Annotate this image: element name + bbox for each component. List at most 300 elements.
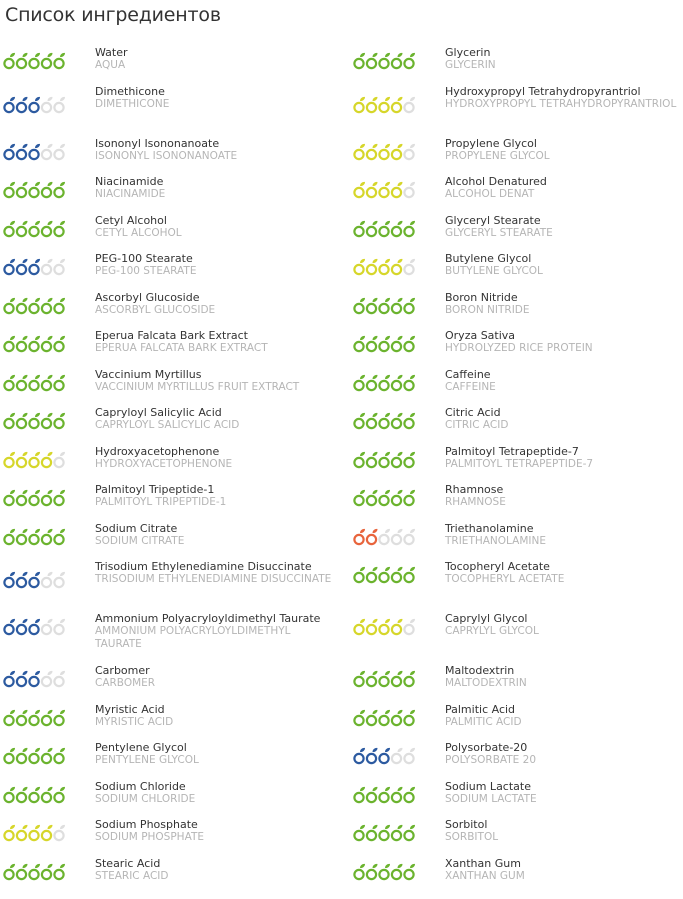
rating-drop-filled	[4, 619, 15, 634]
safety-rating-icon	[3, 670, 65, 688]
ingredient-name: Eperua Falcata Bark Extract	[95, 329, 248, 342]
ingredient-inci-name: SODIUM CHLORIDE	[95, 793, 196, 805]
rating-drop-filled	[29, 221, 40, 236]
rating-drop-filled	[354, 825, 365, 840]
rating-drop-filled	[367, 375, 378, 390]
safety-rating-icon	[353, 618, 415, 636]
rating-drop-filled	[354, 221, 365, 236]
rating-drop-filled	[4, 825, 15, 840]
rating-drop-filled	[4, 572, 15, 587]
rating-drop-filled	[54, 182, 65, 197]
rating-drop-filled	[42, 529, 53, 544]
rating-drop-filled	[42, 413, 53, 428]
rating-drop-empty	[379, 529, 390, 544]
rating-drop-filled	[379, 259, 390, 274]
ingredient-inci-name: SODIUM LACTATE	[445, 793, 537, 805]
rating-drop-filled	[404, 864, 415, 879]
rating-drop-filled	[392, 298, 403, 313]
rating-drop-filled	[17, 182, 28, 197]
rating-drop-empty	[42, 259, 53, 274]
rating-drop-filled	[404, 452, 415, 467]
rating-drop-empty	[392, 748, 403, 763]
rating-drop-filled	[392, 182, 403, 197]
rating-drop-filled	[42, 748, 53, 763]
rating-drop-filled	[29, 452, 40, 467]
rating-drop-filled	[17, 619, 28, 634]
ingredient-inci-name: TRIETHANOLAMINE	[445, 535, 546, 547]
safety-rating-icon	[353, 297, 415, 315]
rating-drop-filled	[392, 413, 403, 428]
rating-drop-filled	[367, 864, 378, 879]
ingredient-inci-name: MALTODEXTRIN	[445, 677, 527, 689]
ingredient-name: Caprylyl Glycol	[445, 612, 528, 625]
rating-drop-filled	[42, 53, 53, 68]
rating-drop-filled	[392, 671, 403, 686]
rating-drop-filled	[367, 182, 378, 197]
ingredient-name: Glyceryl Stearate	[445, 214, 541, 227]
rating-drop-filled	[54, 787, 65, 802]
ingredient-name: Boron Nitride	[445, 291, 518, 304]
rating-drop-filled	[379, 671, 390, 686]
rating-drop-filled	[54, 748, 65, 763]
ingredient-inci-name: PALMITOYL TRIPEPTIDE-1	[95, 496, 227, 508]
safety-rating-icon	[3, 374, 65, 392]
rating-drop-filled	[404, 375, 415, 390]
ingredient-name: Trisodium Ethylenediamine Disuccinate	[95, 560, 312, 573]
ingredient-inci-name: PENTYLENE GLYCOL	[95, 754, 199, 766]
rating-drop-filled	[17, 452, 28, 467]
rating-drop-filled	[392, 452, 403, 467]
safety-rating-icon	[353, 786, 415, 804]
safety-rating-icon	[3, 52, 65, 70]
ingredient-inci-name: CAFFEINE	[445, 381, 496, 393]
rating-drop-filled	[17, 144, 28, 159]
rating-drop-filled	[29, 53, 40, 68]
rating-drop-filled	[379, 825, 390, 840]
rating-drop-filled	[379, 298, 390, 313]
rating-drop-filled	[367, 53, 378, 68]
ingredient-inci-name: AQUA	[95, 59, 126, 71]
rating-drop-filled	[29, 748, 40, 763]
rating-drop-filled	[54, 529, 65, 544]
rating-drop-filled	[54, 298, 65, 313]
safety-rating-icon	[3, 96, 65, 114]
rating-drop-filled	[4, 259, 15, 274]
ingredient-inci-name: EPERUA FALCATA BARK EXTRACT	[95, 342, 268, 354]
rating-drop-filled	[17, 53, 28, 68]
rating-drop-filled	[17, 710, 28, 725]
ingredient-inci-name: BORON NITRIDE	[445, 304, 530, 316]
rating-drop-filled	[4, 97, 15, 112]
ingredient-name: Caffeine	[445, 368, 491, 381]
rating-drop-filled	[42, 182, 53, 197]
rating-drop-filled	[4, 864, 15, 879]
rating-drop-filled	[392, 825, 403, 840]
rating-drop-filled	[404, 298, 415, 313]
rating-drop-filled	[4, 710, 15, 725]
ingredient-name: Water	[95, 46, 128, 59]
safety-rating-icon	[353, 412, 415, 430]
safety-rating-icon	[353, 258, 415, 276]
rating-drop-filled	[17, 572, 28, 587]
ingredient-name: PEG-100 Stearate	[95, 252, 193, 265]
rating-drop-empty	[54, 97, 65, 112]
page-title: Список ингредиентов	[5, 4, 221, 26]
rating-drop-filled	[379, 748, 390, 763]
ingredient-inci-name: CAPRYLOYL SALICYLIC ACID	[95, 419, 240, 431]
rating-drop-filled	[4, 671, 15, 686]
rating-drop-filled	[379, 221, 390, 236]
rating-drop-filled	[367, 97, 378, 112]
rating-drop-filled	[379, 182, 390, 197]
rating-drop-filled	[29, 825, 40, 840]
safety-rating-icon	[353, 143, 415, 161]
rating-drop-filled	[367, 259, 378, 274]
ingredient-inci-name: SORBITOL	[445, 831, 499, 843]
rating-drop-filled	[29, 619, 40, 634]
ingredient-inci-name: DIMETHICONE	[95, 98, 170, 110]
ingredient-name: Sorbitol	[445, 818, 488, 831]
ingredient-inci-name: HYDROXYACETOPHENONE	[95, 458, 233, 470]
rating-drop-filled	[4, 182, 15, 197]
rating-drop-filled	[29, 298, 40, 313]
ingredient-name: Glycerin	[445, 46, 491, 59]
ingredient-name: Butylene Glycol	[445, 252, 532, 265]
ingredient-name: Carbomer	[95, 664, 150, 677]
rating-drop-filled	[17, 336, 28, 351]
ingredient-name: Hydroxyacetophenone	[95, 445, 220, 458]
rating-drop-empty	[54, 572, 65, 587]
rating-drop-empty	[42, 144, 53, 159]
rating-drop-filled	[42, 825, 53, 840]
rating-drop-empty	[42, 619, 53, 634]
ingredient-name: Pentylene Glycol	[95, 741, 187, 754]
rating-drop-filled	[54, 864, 65, 879]
rating-drop-filled	[367, 452, 378, 467]
rating-drop-filled	[367, 748, 378, 763]
rating-drop-filled	[354, 748, 365, 763]
ingredient-name: Sodium Lactate	[445, 780, 531, 793]
ingredient-name: Vaccinium Myrtillus	[95, 368, 202, 381]
ingredient-inci-name: POLYSORBATE 20	[445, 754, 537, 766]
rating-drop-empty	[54, 671, 65, 686]
rating-drop-filled	[404, 490, 415, 505]
ingredient-name: Ammonium Polyacryloyldimethyl Taurate	[95, 612, 321, 625]
rating-drop-empty	[392, 529, 403, 544]
rating-drop-filled	[354, 259, 365, 274]
ingredient-name: Citric Acid	[445, 406, 501, 419]
ingredient-name: Oryza Sativa	[445, 329, 516, 342]
rating-drop-filled	[404, 221, 415, 236]
rating-drop-filled	[42, 336, 53, 351]
rating-drop-filled	[354, 144, 365, 159]
rating-drop-filled	[17, 490, 28, 505]
ingredient-name: Niacinamide	[95, 175, 164, 188]
rating-drop-filled	[392, 619, 403, 634]
ingredient-name: Dimethicone	[95, 85, 165, 98]
rating-drop-filled	[4, 787, 15, 802]
ingredient-inci-name: CITRIC ACID	[445, 419, 509, 431]
ingredient-inci-name: HYDROXYPROPYL TETRAHYDROPYRANTRIOL	[445, 98, 677, 110]
safety-rating-icon	[3, 709, 65, 727]
rating-drop-filled	[354, 490, 365, 505]
rating-drop-filled	[17, 748, 28, 763]
safety-rating-icon	[353, 566, 415, 584]
rating-drop-filled	[367, 413, 378, 428]
rating-drop-filled	[354, 864, 365, 879]
ingredient-name: Xanthan Gum	[445, 857, 521, 870]
rating-drop-empty	[404, 619, 415, 634]
ingredient-name: Alcohol Denatured	[445, 175, 547, 188]
rating-drop-filled	[29, 259, 40, 274]
rating-drop-filled	[379, 619, 390, 634]
rating-drop-filled	[392, 787, 403, 802]
ingredient-inci-name: STEARIC ACID	[95, 870, 169, 882]
safety-rating-icon	[3, 451, 65, 469]
rating-drop-filled	[42, 864, 53, 879]
rating-drop-filled	[29, 375, 40, 390]
safety-rating-icon	[3, 258, 65, 276]
rating-drop-filled	[367, 825, 378, 840]
rating-drop-filled	[4, 375, 15, 390]
rating-drop-filled	[392, 259, 403, 274]
ingredient-inci-name: ISONONYL ISONONANOATE	[95, 150, 238, 162]
ingredient-name: Polysorbate-20	[445, 741, 528, 754]
safety-rating-icon	[353, 181, 415, 199]
rating-drop-filled	[42, 221, 53, 236]
ingredient-name: Rhamnose	[445, 483, 504, 496]
ingredient-name: Ascorbyl Glucoside	[95, 291, 200, 304]
rating-drop-filled	[42, 490, 53, 505]
rating-drop-filled	[392, 710, 403, 725]
rating-drop-filled	[42, 375, 53, 390]
rating-drop-filled	[354, 787, 365, 802]
safety-rating-icon	[353, 824, 415, 842]
rating-drop-filled	[4, 144, 15, 159]
rating-drop-filled	[354, 298, 365, 313]
rating-drop-filled	[367, 710, 378, 725]
ingredient-inci-name: PALMITOYL TETRAPEPTIDE-7	[445, 458, 594, 470]
rating-drop-filled	[29, 336, 40, 351]
rating-drop-filled	[4, 298, 15, 313]
rating-drop-empty	[54, 825, 65, 840]
ingredient-inci-name: PROPYLENE GLYCOL	[445, 150, 550, 162]
rating-drop-filled	[29, 671, 40, 686]
ingredient-name: Myristic Acid	[95, 703, 165, 716]
safety-rating-icon	[353, 335, 415, 353]
ingredient-inci-name: CETYL ALCOHOL	[95, 227, 182, 239]
ingredient-inci-name: ASCORBYL GLUCOSIDE	[95, 304, 216, 316]
rating-drop-filled	[404, 53, 415, 68]
rating-drop-empty	[42, 97, 53, 112]
ingredient-name: Hydroxypropyl Tetrahydropyrantriol	[445, 85, 641, 98]
safety-rating-icon	[353, 489, 415, 507]
rating-drop-filled	[404, 825, 415, 840]
rating-drop-filled	[392, 864, 403, 879]
ingredient-name: Sodium Phosphate	[95, 818, 198, 831]
rating-drop-filled	[379, 144, 390, 159]
ingredient-name: Sodium Chloride	[95, 780, 186, 793]
rating-drop-filled	[29, 710, 40, 725]
ingredient-inci-name: HYDROLYZED RICE PROTEIN	[445, 342, 593, 354]
safety-rating-icon	[3, 489, 65, 507]
rating-drop-filled	[29, 529, 40, 544]
safety-rating-icon	[353, 528, 415, 546]
safety-rating-icon	[353, 374, 415, 392]
rating-drop-filled	[4, 748, 15, 763]
rating-drop-filled	[17, 529, 28, 544]
rating-drop-empty	[404, 259, 415, 274]
rating-drop-filled	[29, 787, 40, 802]
rating-drop-filled	[392, 336, 403, 351]
rating-drop-filled	[42, 710, 53, 725]
rating-drop-filled	[404, 787, 415, 802]
safety-rating-icon	[353, 220, 415, 238]
rating-drop-filled	[29, 864, 40, 879]
rating-drop-filled	[17, 671, 28, 686]
rating-drop-filled	[392, 97, 403, 112]
rating-drop-filled	[354, 336, 365, 351]
rating-drop-filled	[379, 53, 390, 68]
rating-drop-filled	[392, 53, 403, 68]
rating-drop-filled	[17, 787, 28, 802]
rating-drop-filled	[54, 53, 65, 68]
ingredient-inci-name: TOCOPHERYL ACETATE	[445, 573, 565, 585]
rating-drop-filled	[354, 375, 365, 390]
rating-drop-filled	[354, 452, 365, 467]
safety-rating-icon	[3, 571, 65, 589]
rating-drop-filled	[367, 298, 378, 313]
rating-drop-empty	[54, 619, 65, 634]
rating-drop-filled	[379, 864, 390, 879]
rating-drop-empty	[54, 452, 65, 467]
ingredient-inci-name: SODIUM PHOSPHATE	[95, 831, 204, 843]
rating-drop-filled	[379, 787, 390, 802]
ingredient-inci-name: CARBOMER	[95, 677, 156, 689]
ingredient-name: Cetyl Alcohol	[95, 214, 167, 227]
ingredient-name: Palmitic Acid	[445, 703, 516, 716]
rating-drop-filled	[354, 53, 365, 68]
rating-drop-empty	[404, 748, 415, 763]
rating-drop-filled	[29, 97, 40, 112]
rating-drop-filled	[379, 97, 390, 112]
rating-drop-filled	[29, 572, 40, 587]
rating-drop-filled	[29, 490, 40, 505]
rating-drop-empty	[54, 259, 65, 274]
ingredient-inci-name: CAPRYLYL GLYCOL	[445, 625, 539, 637]
rating-drop-filled	[367, 336, 378, 351]
safety-rating-icon	[3, 297, 65, 315]
rating-drop-filled	[17, 221, 28, 236]
rating-drop-filled	[17, 413, 28, 428]
rating-drop-empty	[42, 572, 53, 587]
safety-rating-icon	[353, 52, 415, 70]
rating-drop-filled	[354, 529, 365, 544]
rating-drop-empty	[404, 97, 415, 112]
rating-drop-empty	[404, 182, 415, 197]
rating-drop-filled	[17, 298, 28, 313]
rating-drop-empty	[404, 144, 415, 159]
rating-drop-filled	[29, 413, 40, 428]
rating-drop-filled	[404, 567, 415, 582]
safety-rating-icon	[3, 786, 65, 804]
rating-drop-filled	[404, 710, 415, 725]
rating-drop-filled	[42, 452, 53, 467]
ingredient-name: Tocopheryl Acetate	[445, 560, 550, 573]
rating-drop-filled	[367, 787, 378, 802]
ingredient-name: Propylene Glycol	[445, 137, 537, 150]
rating-drop-filled	[4, 221, 15, 236]
rating-drop-empty	[54, 144, 65, 159]
rating-drop-empty	[42, 671, 53, 686]
safety-rating-icon	[3, 412, 65, 430]
safety-rating-icon	[3, 618, 65, 636]
rating-drop-filled	[367, 529, 378, 544]
ingredient-inci-name: BUTYLENE GLYCOL	[445, 265, 543, 277]
ingredient-name: Triethanolamine	[445, 522, 534, 535]
ingredient-name: Palmitoyl Tetrapeptide-7	[445, 445, 579, 458]
rating-drop-filled	[354, 671, 365, 686]
ingredient-inci-name: MYRISTIC ACID	[95, 716, 174, 728]
rating-drop-filled	[392, 490, 403, 505]
safety-rating-icon	[3, 747, 65, 765]
safety-rating-icon	[353, 747, 415, 765]
safety-rating-icon	[353, 863, 415, 881]
rating-drop-filled	[354, 182, 365, 197]
rating-drop-empty	[404, 529, 415, 544]
rating-drop-filled	[354, 619, 365, 634]
rating-drop-filled	[54, 710, 65, 725]
rating-drop-filled	[42, 787, 53, 802]
rating-drop-filled	[367, 671, 378, 686]
rating-drop-filled	[17, 825, 28, 840]
rating-drop-filled	[379, 375, 390, 390]
ingredient-name: Sodium Citrate	[95, 522, 178, 535]
rating-drop-filled	[404, 671, 415, 686]
safety-rating-icon	[353, 96, 415, 114]
rating-drop-filled	[17, 375, 28, 390]
rating-drop-filled	[29, 182, 40, 197]
safety-rating-icon	[3, 220, 65, 238]
rating-drop-filled	[379, 413, 390, 428]
rating-drop-filled	[29, 144, 40, 159]
rating-drop-filled	[17, 97, 28, 112]
rating-drop-filled	[367, 619, 378, 634]
safety-rating-icon	[3, 335, 65, 353]
ingredient-inci-name: GLYCERYL STEARATE	[445, 227, 553, 239]
rating-drop-filled	[379, 710, 390, 725]
safety-rating-icon	[353, 670, 415, 688]
ingredient-name: Palmitoyl Tripeptide-1	[95, 483, 215, 496]
safety-rating-icon	[353, 451, 415, 469]
safety-rating-icon	[3, 181, 65, 199]
rating-drop-filled	[354, 413, 365, 428]
ingredient-inci-name: PEG-100 STEARATE	[95, 265, 197, 277]
rating-drop-filled	[392, 144, 403, 159]
rating-drop-filled	[404, 336, 415, 351]
rating-drop-filled	[379, 336, 390, 351]
ingredient-name: Capryloyl Salicylic Acid	[95, 406, 222, 419]
safety-rating-icon	[3, 824, 65, 842]
rating-drop-filled	[392, 221, 403, 236]
rating-drop-filled	[379, 452, 390, 467]
rating-drop-filled	[392, 375, 403, 390]
rating-drop-filled	[54, 336, 65, 351]
rating-drop-filled	[367, 144, 378, 159]
rating-drop-filled	[4, 452, 15, 467]
rating-drop-filled	[4, 53, 15, 68]
ingredient-inci-name: PALMITIC ACID	[445, 716, 522, 728]
